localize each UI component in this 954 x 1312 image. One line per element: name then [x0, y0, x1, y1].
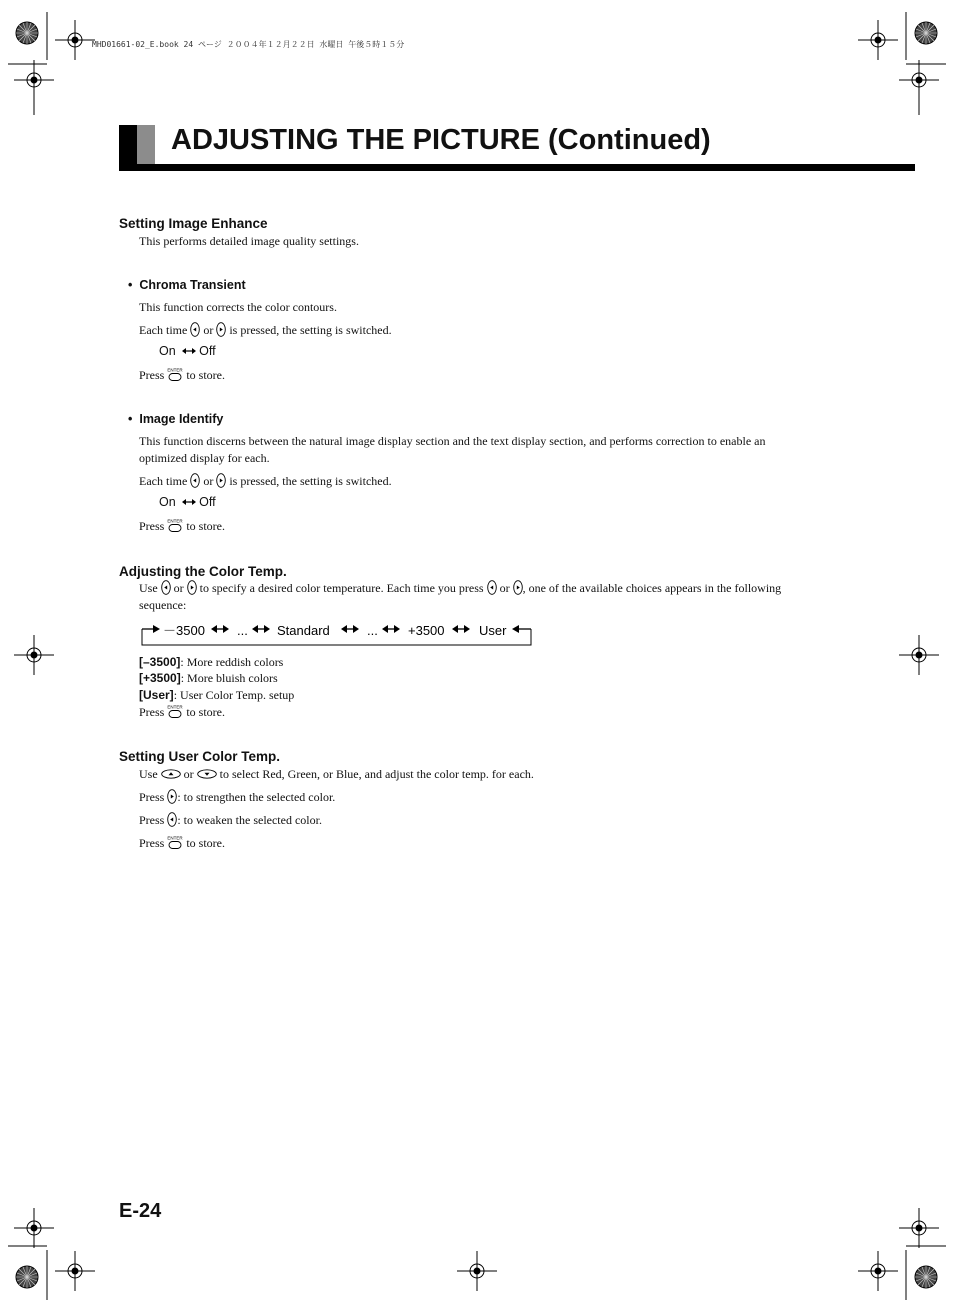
color-temp-instruction-line2: sequence:	[139, 598, 187, 612]
svg-text:ENTER: ENTER	[167, 835, 183, 841]
corner-star-mark-bottom-right	[915, 1266, 937, 1288]
chroma-options: On Off	[159, 344, 216, 358]
enter-button-icon	[167, 835, 183, 850]
bullet-chroma-transient: • Chroma Transient	[128, 278, 246, 292]
chroma-description: This function corrects the color contours.	[139, 300, 337, 314]
crosshair-mark	[14, 60, 54, 100]
corner-star-mark-top-right	[915, 22, 937, 44]
title-bar-accent	[137, 125, 155, 165]
identify-description-line1: This function discerns between the natural image display section and the text display section, and performs correction to enable an	[139, 434, 766, 448]
color-temp-instruction-line1: Use or to specify a desired color temperature. Each time you press or , one of the available choices appears in the following	[139, 581, 782, 595]
right-button-icon	[216, 473, 226, 488]
crosshair-mark	[858, 20, 898, 60]
crosshair-mark	[899, 60, 939, 100]
section-heading-color-temp: Adjusting the Color Temp.	[119, 564, 287, 579]
chroma-switch-instruction: Each time or is pressed, the setting is switched.	[139, 323, 392, 337]
right-button-icon	[216, 322, 226, 337]
corner-star-mark-bottom-left	[16, 1266, 38, 1288]
left-button-icon	[190, 473, 200, 488]
sequence-plus-3500: +3500	[408, 623, 445, 638]
user-temp-store-instruction: Press ENTER to store.	[139, 835, 226, 850]
identify-description-line2: optimized display for each.	[139, 451, 270, 465]
sequence-dots-1: ...	[237, 623, 248, 638]
section-heading-image-enhance: Setting Image Enhance	[119, 216, 268, 231]
right-button-icon	[167, 789, 177, 804]
user-temp-strengthen-instruction: Press : to strengthen the selected color.	[139, 790, 336, 804]
corner-star-mark-top-left	[16, 22, 38, 44]
page-number: E-24	[119, 1200, 162, 1222]
color-temp-sequence-diagram	[138, 618, 538, 648]
subsection-title: Image Identify	[139, 412, 224, 426]
right-button-icon	[187, 580, 197, 595]
section-heading-user-color-temp: Setting User Color Temp.	[119, 749, 281, 764]
bullet-image-identify: • Image Identify	[128, 412, 224, 426]
print-header-info: MHD01661-02_E.book 24 ページ ２００４年１２月２２日 水曜日 午後５時１５分	[92, 40, 405, 49]
svg-text:ENTER: ENTER	[167, 704, 183, 710]
enter-button-icon	[167, 367, 183, 382]
svg-text:ENTER: ENTER	[167, 367, 183, 373]
down-button-icon	[197, 769, 217, 779]
enter-button-icon	[167, 704, 183, 719]
sequence-standard: Standard	[277, 623, 330, 638]
crosshair-mark	[14, 1208, 54, 1248]
user-temp-select-instruction: Use or to select Red, Green, or Blue, and adjust the color temp. for each.	[139, 767, 534, 781]
left-button-icon	[487, 580, 497, 595]
left-button-icon	[161, 580, 171, 595]
note-minus-3500: [–3500]: More reddish colors	[139, 655, 284, 669]
crosshair-mark	[899, 635, 939, 675]
note-plus-3500: [+3500]: More bluish colors	[139, 671, 278, 685]
crosshair-mark	[899, 1208, 939, 1248]
left-button-icon	[167, 812, 177, 827]
color-temp-store-instruction: Press ENTER to store.	[139, 704, 226, 719]
right-button-icon	[513, 580, 523, 595]
crosshair-mark	[55, 20, 95, 60]
crosshair-mark	[858, 1251, 898, 1291]
up-button-icon	[161, 769, 181, 779]
sequence-minus-3500: －3500	[163, 623, 205, 638]
double-arrow-icon	[182, 347, 196, 355]
left-button-icon	[190, 322, 200, 337]
sequence-user: User	[479, 623, 507, 638]
section-intro: This performs detailed image quality settings.	[139, 234, 359, 248]
identify-options: On Off	[159, 495, 216, 509]
enter-button-icon	[167, 518, 183, 533]
note-user: [User]: User Color Temp. setup	[139, 688, 295, 702]
title-underline	[119, 164, 915, 171]
subsection-title: Chroma Transient	[139, 278, 246, 292]
user-temp-weaken-instruction: Press : to weaken the selected color.	[139, 813, 322, 827]
crosshair-mark	[14, 635, 54, 675]
sequence-dots-2: ...	[367, 623, 378, 638]
identify-switch-instruction: Each time or is pressed, the setting is switched.	[139, 474, 392, 488]
crosshair-mark	[55, 1251, 95, 1291]
double-arrow-icon	[182, 498, 196, 506]
identify-store-instruction: Press ENTER to store.	[139, 518, 226, 533]
svg-text:ENTER: ENTER	[167, 518, 183, 524]
chroma-store-instruction: Press ENTER to store.	[139, 367, 226, 382]
crosshair-mark	[457, 1251, 497, 1291]
page-title: ADJUSTING THE PICTURE (Continued)	[171, 124, 711, 156]
